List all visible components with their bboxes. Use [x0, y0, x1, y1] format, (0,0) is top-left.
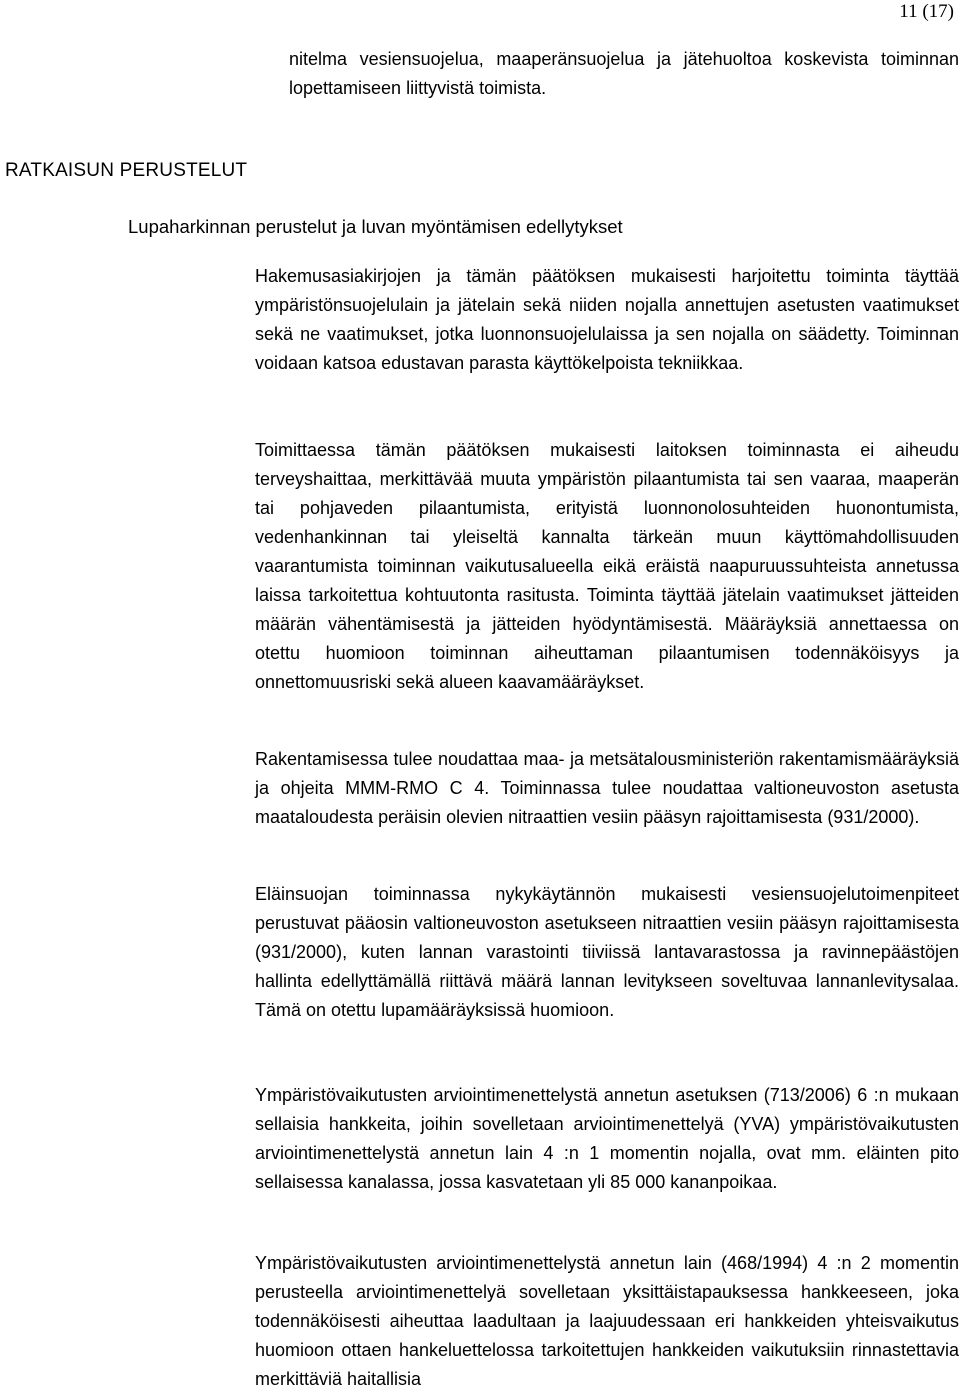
paragraph-text: Rakentamisessa tulee noudattaa maa- ja metsätalousministeriön rakentamismääräyksiä ja ohjeita MMM-RMO C 4. Toiminnassa tulee noudattaa valtioneuvoston asetusta maataloudesta peräisin olevien nitraattien vesiin pääsyn rajoittamisesta (931/2000).: [255, 749, 959, 827]
paragraph-text: Toimittaessa tämän päätöksen mukaisesti laitoksen toiminnasta ei aiheudu terveyshaittaa, merkittävää muuta ympäristön pilaantumista tai sen vaaraa, maaperän tai pohjaveden pilaantumista, erityistä luonnonolosuhteiden huonontumista, vedenhankinnan tai yleiseltä kannalta tärkeän muun käyttömahdollisuuden vaarantumista toiminnan vaikutusalueella eikä eräistä naapuruussuhteista annetussa laissa tarkoitettua kohtuutonta rasitusta. Toiminta täyttää jätelain vaatimukset jätteiden määrän vähentämisestä ja jätteiden hyödyntämisestä. Määräyksiä annettaessa on otettu huomioon toiminnan aiheuttaman pilaantumisen todennäköisyys ja onnettomuusriski sekä alueen kaavamääräykset.: [255, 440, 959, 692]
page-number: 11 (17): [899, 1, 954, 22]
paragraph-2: [255, 436, 959, 697]
paragraph-1: [255, 262, 959, 378]
paragraph-text: Ympäristövaikutusten arviointimenettelystä annetun asetuksen (713/2006) 6 :n mukaan sellaisia hankkeita, joihin sovelletaan arviointimenettelyä (YVA) ympäristövaikutusten arviointimenettelystä annetun lain 4 :n 1 momentin nojalla, ovat mm. eläinten pito sellaisessa kanalassa, jossa kasvatetaan yli 85 000 kananpoikaa.: [255, 1085, 959, 1192]
paragraph-6: [255, 1249, 959, 1394]
sub-heading: Lupaharkinnan perustelut ja luvan myöntämisen edellytykset: [128, 216, 623, 237]
paragraph-text: Ympäristövaikutusten arviointimenettelystä annetun lain (468/1994) 4 :n 2 momentin perusteella arviointimenettelyä sovelletaan yksittäistapauksessa hankkeeseen, joka todennäköisesti aiheuttaa laadultaan ja laajuudessaan eri hankkeiden yhteisvaikutus huomioon ottaen hankeluettelossa tarkoitettujen hankkeiden vaikutuksiin rinnastettavia merkittäviä haitallisia: [255, 1253, 959, 1389]
intro-text: nitelma vesiensuojelua, maaperänsuojelua ja jätehuoltoa koskevista toiminnan lopettamiseen liittyvistä toimista.: [289, 49, 959, 98]
paragraph-5: [255, 1081, 959, 1197]
section-heading: RATKAISUN PERUSTELUT: [5, 160, 248, 181]
paragraph-text: Hakemusasiakirjojen ja tämän päätöksen mukaisesti harjoitettu toiminta täyttää ympäristönsuojelulain ja jätelain sekä niiden nojalla annettujen asetusten vaatimukset sekä ne vaatimukset, jotka luonnonsuojelulaissa ja sen nojalla on säädetty. Toiminnan voidaan katsoa edustavan parasta käyttökelpoista tekniikkaa.: [255, 266, 959, 373]
intro-paragraph: [289, 45, 959, 103]
paragraph-text: Eläinsuojan toiminnassa nykykäytännön mukaisesti vesiensuojelutoimenpiteet perustuvat pääosin valtioneuvoston asetukseen nitraattien vesiin pääsyn rajoittamisesta (931/2000), kuten lannan varastointi tiiviissä lantavarastossa ja ravinnepäästöjen hallinta edellyttämällä riittävä määrä lannan levitykseen soveltuvaa lannanlevitysalaa. Tämä on otettu lupamääräyksissä huomioon.: [255, 884, 959, 1020]
paragraph-4: [255, 880, 959, 1025]
paragraph-3: [255, 745, 959, 832]
